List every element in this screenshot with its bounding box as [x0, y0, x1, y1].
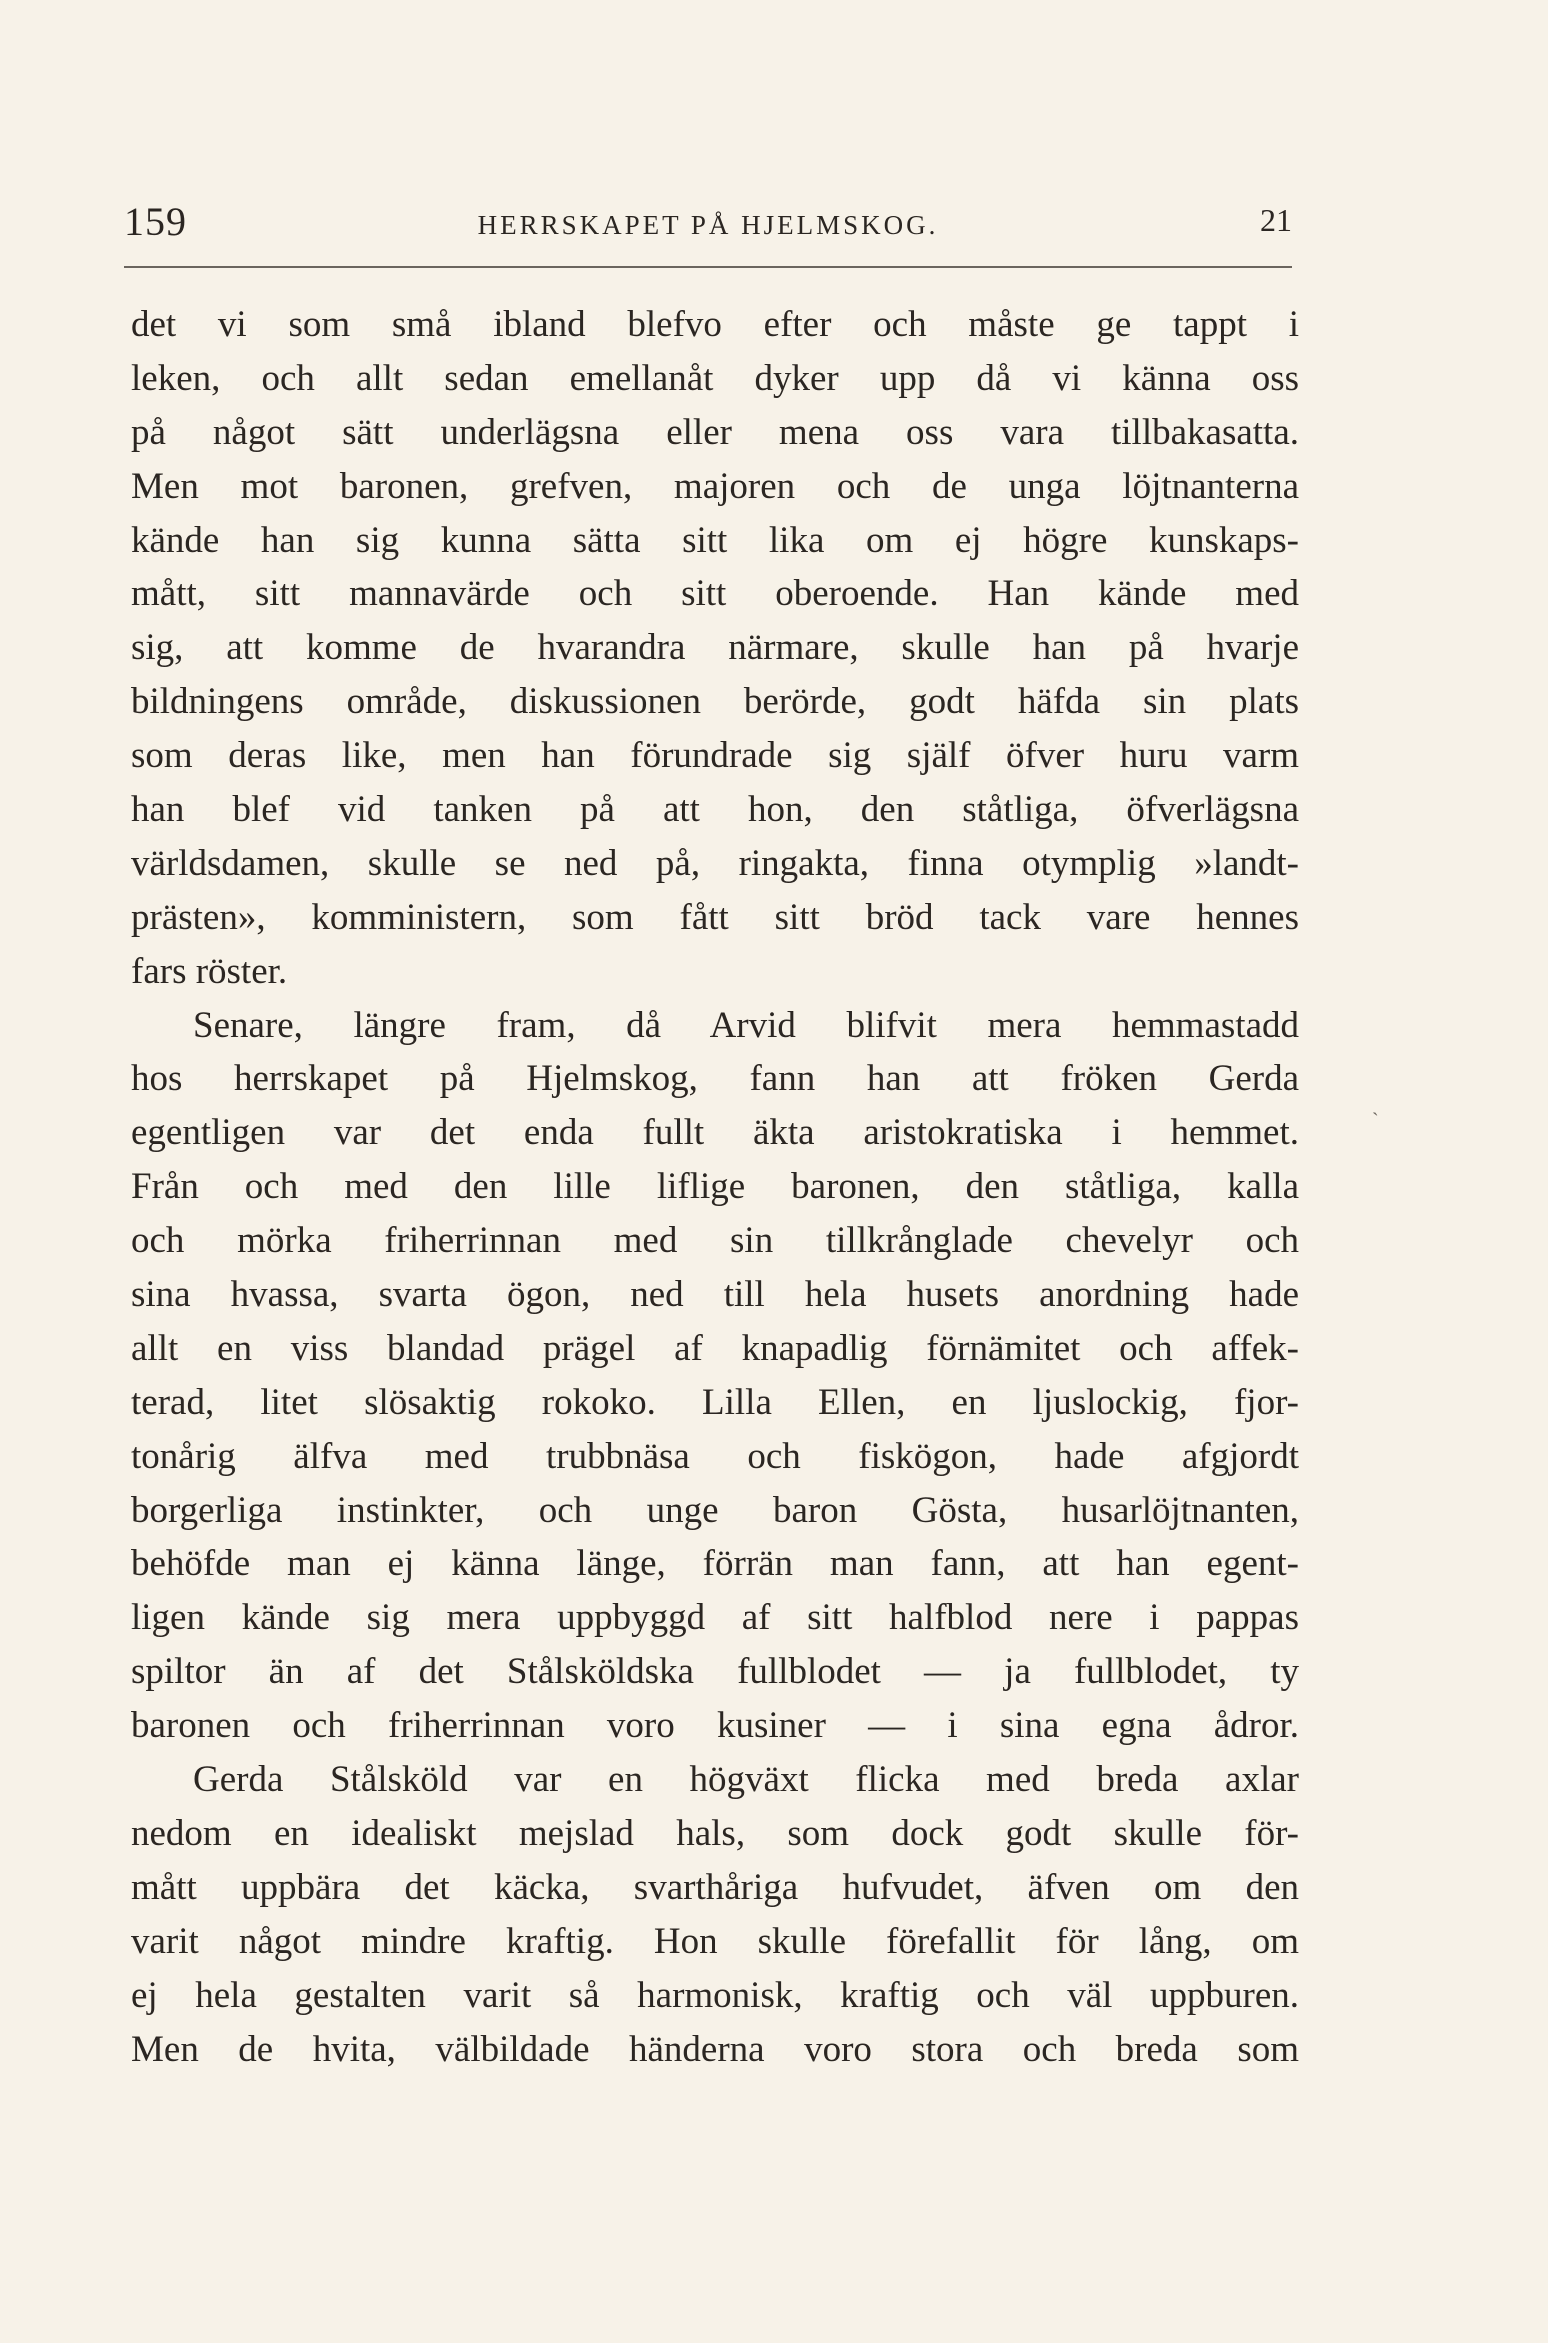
text-line: han blef vid tanken på att hon, den ståtliga, öfverlägsna [131, 789, 1299, 831]
text-line: mått, sitt mannavärde och sitt oberoende. Han kände med [131, 573, 1299, 615]
text-line: Men de hvita, välbildade händerna voro stora och breda som [131, 2028, 1299, 2070]
signature-mark: 21 [1260, 202, 1292, 238]
text-line: som deras like, men han förundrade sig själf öfver huru varm [131, 735, 1299, 777]
paragraph-start-line: Senare, längre fram, då Arvid blifvit mera hemmastadd [193, 1004, 1299, 1046]
header-rule [124, 266, 1292, 268]
text-line: egentligen var det enda fullt äkta aristokratiska i hemmet. [131, 1112, 1299, 1154]
text-line: spiltor än af det Stålsköldska fullblodet — ja fullblodet, ty [131, 1651, 1299, 1693]
paragraph-end-line: baronen och friherrinnan voro kusiner — i sina egna ådror. [131, 1705, 1299, 1747]
text-line: det vi som små ibland blefvo efter och måste ge tappt i [131, 304, 1299, 345]
text-line: tonårig älfva med trubbnäsa och fiskögon, hade afgjordt [131, 1435, 1299, 1477]
text-line: mått uppbära det käcka, svarthåriga hufvudet, äfven om den [131, 1866, 1299, 1908]
text-line: sina hvassa, svarta ögon, ned till hela husets anordning hade [131, 1274, 1299, 1316]
text-line: bildningens område, diskussionen berörde, godt häfda sin plats [131, 681, 1299, 723]
text-line: leken, och allt sedan emellanåt dyker upp då vi känna oss [131, 357, 1299, 399]
text-line: hos herrskapet på Hjelmskog, fann han att fröken Gerda [131, 1058, 1299, 1100]
text-line: allt en viss blandad prägel af knapadlig förnämitet och affek- [131, 1327, 1299, 1369]
page-header [124, 198, 1292, 258]
text-line: sig, att komme de hvarandra närmare, skulle han på hvarje [131, 627, 1299, 669]
body-text [131, 298, 1299, 2076]
paragraph-end-line: fars röster. [131, 950, 288, 992]
text-line: nedom en idealiskt mejslad hals, som dock godt skulle för- [131, 1812, 1299, 1854]
paragraph-start-line: Gerda Stålsköld var en högväxt flicka med breda axlar [193, 1759, 1299, 1801]
text-line: prästen», komministern, som fått sitt bröd tack vare hennes [131, 896, 1299, 938]
text-line: varit något mindre kraftig. Hon skulle förefallit för lång, om [131, 1920, 1299, 1962]
text-line: behöfde man ej känna länge, förrän man fann, att han egent- [131, 1543, 1299, 1585]
text-line: terad, litet slösaktig rokoko. Lilla Ellen, en ljuslockig, fjor- [131, 1381, 1299, 1423]
page-number: 159 [124, 199, 187, 244]
text-line: och mörka friherrinnan med sin tillkrånglade chevelyr och [131, 1220, 1299, 1262]
text-line: på något sätt underlägsna eller mena oss vara tillbakasatta. [131, 411, 1299, 453]
text-line: kände han sig kunna sätta sitt lika om ej högre kunskaps- [131, 519, 1299, 561]
text-line: borgerliga instinkter, och unge baron Gösta, husarlöjtnanten, [131, 1489, 1299, 1531]
running-title: HERRSKAPET PÅ HJELMSKOG. [477, 210, 939, 240]
text-line: ligen kände sig mera uppbyggd af sitt halfblod nere i pappas [131, 1597, 1299, 1639]
text-line: ej hela gestalten varit så harmonisk, kraftig och väl uppburen. [131, 1974, 1299, 2016]
text-line: världsdamen, skulle se ned på, ringakta, finna otymplig »landt- [131, 842, 1299, 884]
text-line: Men mot baronen, grefven, majoren och de unga löjtnanterna [131, 465, 1299, 507]
stray-ink-mark: ˎ [1372, 1094, 1379, 1116]
text-line: Från och med den lille liflige baronen, den ståtliga, kalla [131, 1166, 1299, 1208]
